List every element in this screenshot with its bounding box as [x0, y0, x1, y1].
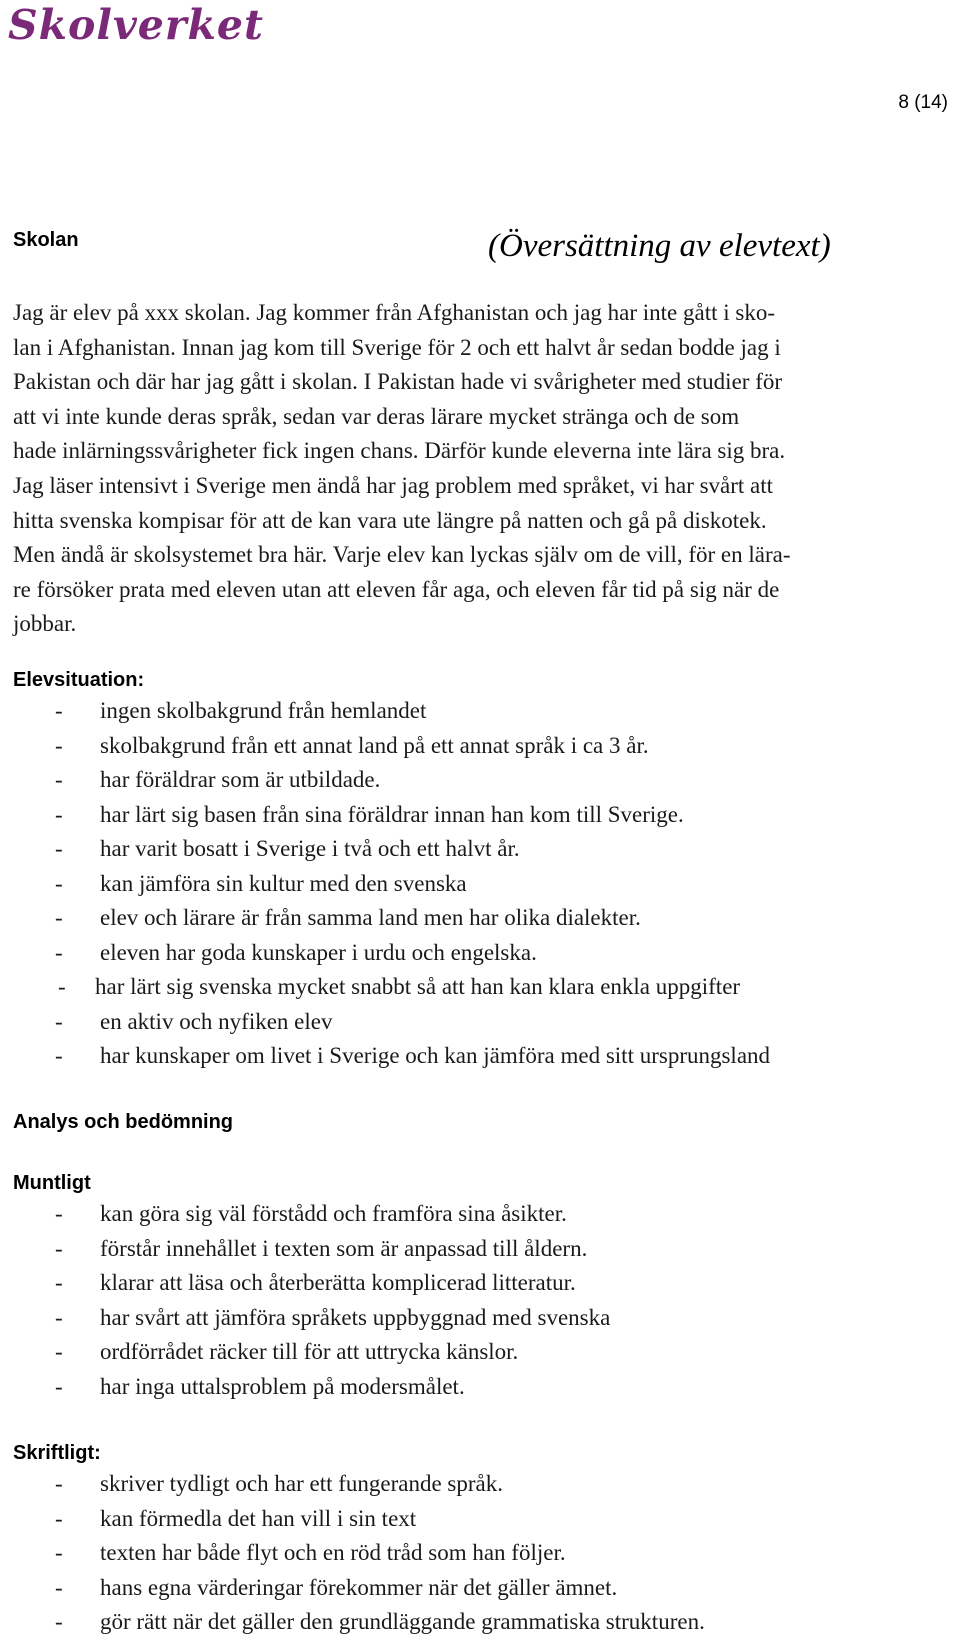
list-item-text: ordförrådet räcker till för att uttrycka känslor.	[100, 1339, 519, 1364]
list-item-text: har lärt sig basen från sina föräldrar innan han kom till Sverige.	[100, 801, 684, 827]
bullet-dash: -	[55, 698, 63, 723]
bullet-dash: -	[55, 836, 63, 861]
list-item-text: förstår innehållet i texten som är anpassad till åldern.	[100, 1235, 588, 1261]
list-item-text: kan förmedla det han vill i sin text	[100, 1505, 417, 1531]
list-item-text: har varit bosatt i Sverige i två och ett halvt år.	[100, 836, 520, 861]
section-heading-skolan: Skolan	[13, 229, 79, 251]
bullet-dash: -	[55, 1471, 63, 1496]
bullet-dash: -	[55, 801, 63, 827]
bullet-dash: -	[55, 1235, 63, 1261]
paragraph-line: Jag läser intensivt i Sverige men ändå har jag problem med språket, vi har svårt att	[13, 472, 774, 498]
bullet-dash: -	[55, 1008, 63, 1034]
bullet-dash: -	[55, 1270, 63, 1295]
bullet-dash: -	[55, 1574, 63, 1600]
bullet-dash: -	[55, 1373, 63, 1399]
list-item-text: kan göra sig väl förstådd och framföra sina åsikter.	[100, 1201, 567, 1226]
list-item-text: elev och lärare är från samma land men har olika dialekter.	[100, 905, 641, 930]
section-heading-analys: Analys och bedömning	[13, 1111, 234, 1133]
section-heading-skriftligt: Skriftligt:	[13, 1442, 101, 1464]
list-item-text: har svårt att jämföra språkets uppbyggnad med svenska	[100, 1304, 611, 1330]
list-item-text: ingen skolbakgrund från hemlandet	[100, 698, 427, 723]
bullet-dash: -	[55, 870, 63, 896]
bullet-dash: -	[55, 939, 63, 965]
bullet-dash: -	[55, 1505, 63, 1531]
paragraph-line: hitta svenska kompisar för att de kan vara ute längre på natten och gå på diskotek.	[13, 507, 767, 533]
section-heading-muntligt: Muntligt	[13, 1172, 91, 1194]
bullet-dash: -	[55, 767, 63, 792]
bullet-dash: -	[55, 1201, 63, 1226]
skolverket-logo: Skolverket	[8, 1, 264, 49]
bullet-dash: -	[55, 1339, 63, 1364]
list-item-text: har lärt sig svenska mycket snabbt så att han kan klara enkla uppgifter	[95, 974, 741, 999]
paragraph-line: lan i Afghanistan. Innan jag kom till Sverige för 2 och ett halvt år sedan bodde jag i	[13, 334, 781, 360]
paragraph-line: Jag är elev på xxx skolan. Jag kommer från Afghanistan och jag har inte gått i sko-	[13, 300, 775, 325]
bullet-dash: -	[55, 1540, 63, 1565]
paragraph-line: att vi inte kunde deras språk, sedan var deras lärare mycket stränga och de som	[13, 403, 740, 429]
list-item-text: texten har både flyt och en röd tråd som han följer.	[100, 1540, 566, 1565]
list-item-text: gör rätt när det gäller den grundläggande grammatiska strukturen.	[100, 1609, 705, 1634]
bullet-dash: -	[55, 1043, 63, 1068]
translation-note: (Översättning av elevtext)	[488, 228, 831, 264]
bullet-dash: -	[55, 732, 63, 758]
list-item-text: har föräldrar som är utbildade.	[100, 767, 381, 792]
paragraph-line: Men ändå är skolsystemet bra här. Varje elev kan lyckas själv om de vill, för en lära-	[13, 542, 791, 568]
list-item-text: en aktiv och nyfiken elev	[100, 1008, 333, 1034]
section-heading-elevsituation: Elevsituation:	[13, 669, 145, 691]
list-item-text: eleven har goda kunskaper i urdu och engelska.	[100, 939, 537, 965]
list-item-text: skolbakgrund från ett annat land på ett annat språk i ca 3 år.	[100, 732, 649, 758]
list-item-text: klarar att läsa och återberätta komplicerad litteratur.	[100, 1270, 576, 1295]
paragraph-line: Pakistan och där har jag gått i skolan. I Pakistan hade vi svårigheter med studier för	[13, 369, 783, 395]
paragraph-line: jobbar.	[13, 611, 77, 637]
list-item-text: kan jämföra sin kultur med den svenska	[100, 870, 467, 896]
bullet-dash: -	[55, 1304, 63, 1330]
paragraph-line: re försöker prata med eleven utan att eleven får aga, och eleven får tid på sig när de	[13, 576, 780, 602]
paragraph-line: hade inlärningssvårigheter fick ingen chans. Därför kunde eleverna inte lära sig bra.	[13, 438, 786, 464]
list-item-text: har kunskaper om livet i Sverige och kan jämföra med sitt ursprungsland	[100, 1043, 771, 1068]
page-number: 8 (14)	[898, 92, 948, 113]
bullet-dash: -	[55, 905, 63, 930]
student-text-paragraph	[13, 296, 953, 642]
bullet-dash: -	[58, 974, 66, 999]
bullet-dash: -	[55, 1609, 63, 1634]
list-item-text: har inga uttalsproblem på modersmålet.	[100, 1373, 465, 1399]
list-item-text: hans egna värderingar förekommer när det gäller ämnet.	[100, 1574, 618, 1600]
list-item-text: skriver tydligt och har ett fungerande språk.	[100, 1471, 504, 1496]
